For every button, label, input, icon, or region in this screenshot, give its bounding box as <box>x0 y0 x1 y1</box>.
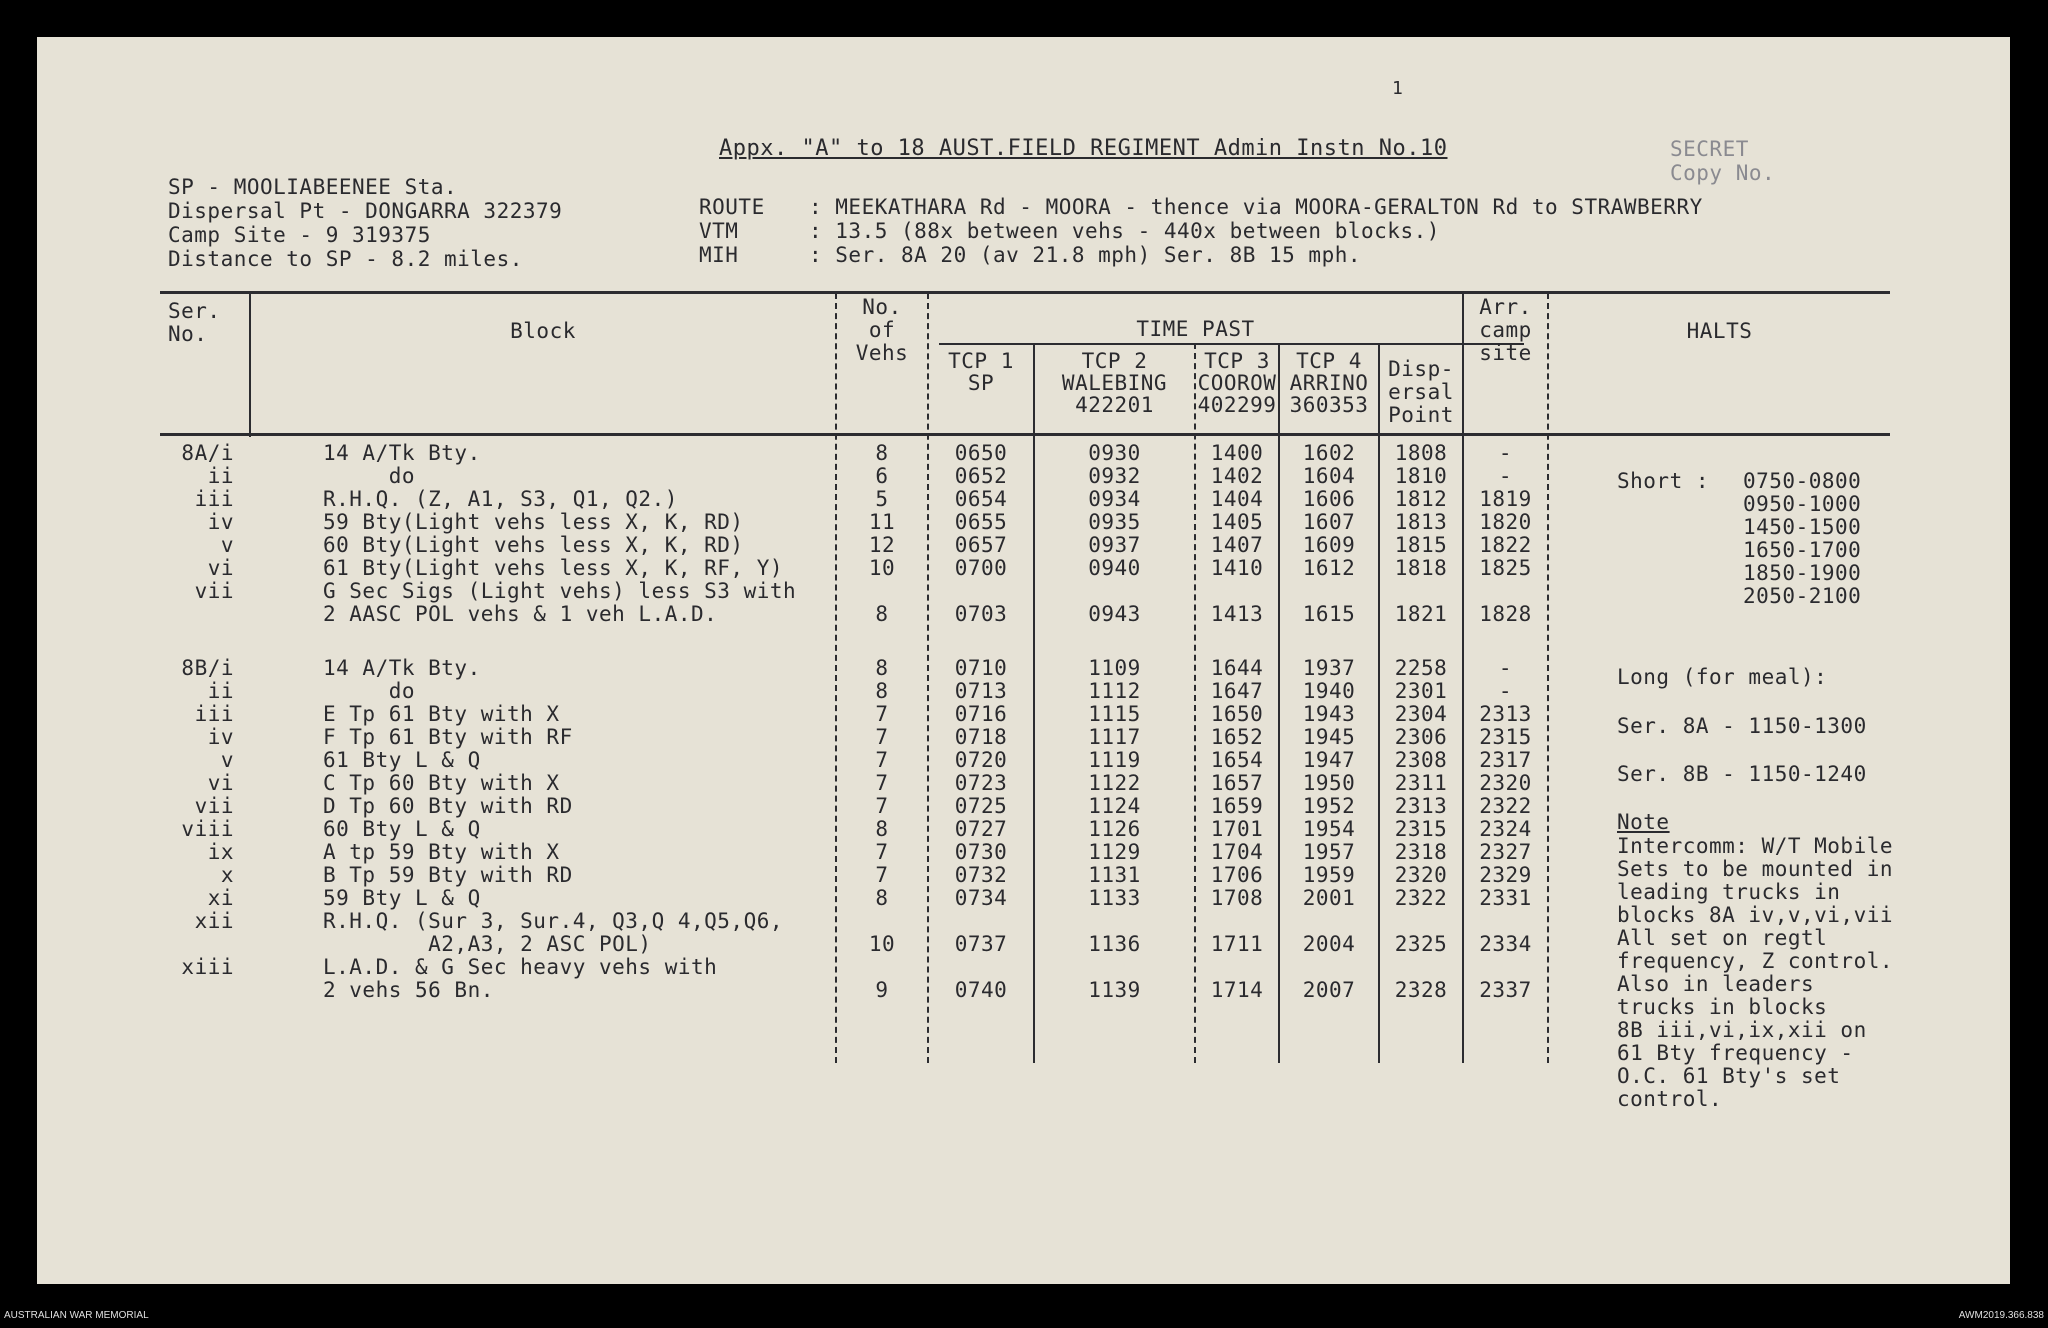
note-line: Sets to be mounted in <box>1617 857 1894 881</box>
cell-tcp4: 2001 <box>1302 886 1356 910</box>
cell-ser: vi <box>207 771 234 795</box>
cell-tcp4: 1945 <box>1302 725 1356 749</box>
cell-disp: 2325 <box>1394 932 1448 956</box>
cell-tcp2: 1129 <box>1088 840 1141 864</box>
cell-ser: v <box>220 748 234 772</box>
cell-disp: 2301 <box>1394 679 1448 703</box>
cell-ser: iv <box>207 725 234 749</box>
cell-disp: 2313 <box>1394 794 1448 818</box>
cell-arr: 1828 <box>1479 602 1532 626</box>
cell-block: R.H.Q. (Sur 3, Sur.4, Q3,Q 4,Q5,Q6, <box>323 909 784 933</box>
cell-tcp3: 1704 <box>1210 840 1264 864</box>
cell-tcp1: 0734 <box>954 886 1008 910</box>
cell-tcp3: 1706 <box>1210 863 1264 887</box>
long-halt-8b: Ser. 8B - 1150-1240 <box>1617 762 1867 786</box>
cell-disp: 1821 <box>1394 602 1448 626</box>
cell-block: F Tp 61 Bty with RF <box>323 725 573 749</box>
distance-line: Distance to SP - 8.2 miles. <box>168 247 523 271</box>
cell-tcp2: 0937 <box>1088 533 1141 557</box>
header-ser: Ser. <box>168 299 221 323</box>
sp-line: SP - MOOLIABEENEE Sta. <box>168 175 458 199</box>
cell-disp: 1812 <box>1394 487 1448 511</box>
arr-halts-divider <box>1547 293 1549 1063</box>
long-halt-8a: Ser. 8A - 1150-1300 <box>1617 714 1867 738</box>
cell-arr: 1822 <box>1479 533 1532 557</box>
cell-tcp1: 0655 <box>954 510 1008 534</box>
cell-disp: 1810 <box>1394 464 1448 488</box>
camp-site-line: Camp Site - 9 319375 <box>168 223 431 247</box>
cell-tcp2: 0940 <box>1088 556 1141 580</box>
cell-vehs: 7 <box>875 771 889 795</box>
cell-arr: - <box>1498 656 1513 680</box>
header-disp-3: Point <box>1388 403 1454 427</box>
cell-tcp2: 1122 <box>1088 771 1141 795</box>
cell-block: do <box>323 464 416 488</box>
note-line: O.C. 61 Bty's set <box>1617 1064 1841 1088</box>
header-disp-2: ersal <box>1388 380 1454 404</box>
note-line: blocks 8A iv,v,vi,vii <box>1617 903 1894 927</box>
cell-arr: 2320 <box>1479 771 1532 795</box>
dispersal-line: Dispersal Pt - DONGARRA 322379 <box>168 199 563 223</box>
header-tcp2-1: TCP 2 <box>1081 349 1148 373</box>
cell-block: A2,A3, 2 ASC POL) <box>323 932 652 956</box>
mih-text: : Ser. 8A 20 (av 21.8 mph) Ser. 8B 15 mph. <box>809 243 1362 267</box>
cell-tcp3: 1711 <box>1210 932 1264 956</box>
cell-ser: vi <box>207 556 234 580</box>
cell-block: 60 Bty(Light vehs less X, K, RD) <box>323 533 744 557</box>
cell-block: E Tp 61 Bty with X <box>323 702 560 726</box>
route-label: ROUTE <box>699 195 765 219</box>
header-arr-3: site <box>1479 341 1532 365</box>
cell-tcp3: 1652 <box>1210 725 1264 749</box>
cell-tcp3: 1402 <box>1210 464 1264 488</box>
cell-vehs: 11 <box>868 510 896 534</box>
cell-vehs: 6 <box>875 464 889 488</box>
cell-disp: 1818 <box>1394 556 1448 580</box>
cell-disp: 1808 <box>1394 441 1448 465</box>
cell-vehs: 8 <box>875 886 889 910</box>
cell-ser: v <box>220 533 234 557</box>
short-halt-4: 1650-1700 <box>1743 538 1862 562</box>
cell-tcp3: 1407 <box>1210 533 1264 557</box>
cell-tcp1: 0700 <box>954 556 1008 580</box>
cell-tcp2: 0935 <box>1088 510 1141 534</box>
cell-vehs: 7 <box>875 748 889 772</box>
cell-tcp2: 1136 <box>1088 932 1141 956</box>
cell-tcp3: 1714 <box>1210 978 1264 1002</box>
cell-block: 2 vehs 56 Bn. <box>323 978 494 1002</box>
cell-tcp2: 1115 <box>1088 702 1141 726</box>
cell-tcp1: 0720 <box>954 748 1008 772</box>
cell-block: G Sec Sigs (Light vehs) less S3 with <box>323 579 797 603</box>
cell-tcp3: 1647 <box>1210 679 1264 703</box>
header-tcp1-1: TCP 1 <box>948 349 1014 373</box>
cell-arr: - <box>1498 679 1513 703</box>
cell-arr: 2334 <box>1479 932 1532 956</box>
cell-tcp2: 0943 <box>1088 602 1141 626</box>
cell-block: 59 Bty(Light vehs less X, K, RD) <box>323 510 744 534</box>
cell-tcp2: 0934 <box>1088 487 1141 511</box>
header-vehs-1: No. <box>862 295 902 319</box>
cell-vehs: 7 <box>875 794 889 818</box>
cell-disp: 2322 <box>1394 886 1448 910</box>
cell-vehs: 8 <box>875 679 889 703</box>
cell-arr: 1819 <box>1479 487 1532 511</box>
cell-tcp1: 0727 <box>954 817 1008 841</box>
cell-tcp4: 1959 <box>1302 863 1356 887</box>
header-bottom-rule <box>160 433 1890 436</box>
cell-arr: 1820 <box>1479 510 1532 534</box>
cell-tcp1: 0650 <box>954 441 1008 465</box>
cell-ser: iii <box>194 702 234 726</box>
note-line: leading trucks in <box>1617 880 1841 904</box>
header-tcp3-3: 402299 <box>1197 393 1277 417</box>
time-past-rule <box>939 343 1524 345</box>
header-halts: HALTS <box>1686 319 1753 343</box>
cell-arr: - <box>1498 464 1513 488</box>
note-line: Intercomm: W/T Mobile <box>1617 834 1894 858</box>
vtm-label: VTM <box>699 219 739 243</box>
cell-ser: ii <box>207 464 234 488</box>
cell-disp: 2318 <box>1394 840 1448 864</box>
cell-block: do <box>323 679 416 703</box>
header-tcp4-1: TCP 4 <box>1296 349 1362 373</box>
cell-vehs: 7 <box>875 840 889 864</box>
cell-tcp4: 1602 <box>1302 441 1356 465</box>
cell-block: 14 A/Tk Bty. <box>323 656 481 680</box>
cell-tcp2: 1109 <box>1088 656 1141 680</box>
cell-disp: 2311 <box>1394 771 1448 795</box>
cell-vehs: 7 <box>875 725 889 749</box>
cell-tcp4: 1604 <box>1302 464 1356 488</box>
cell-tcp1: 0732 <box>954 863 1008 887</box>
cell-ser: iv <box>207 510 234 534</box>
cell-tcp2: 1131 <box>1088 863 1141 887</box>
cell-tcp4: 1947 <box>1302 748 1356 772</box>
cell-tcp1: 0730 <box>954 840 1008 864</box>
header-arr-1: Arr. <box>1479 295 1532 319</box>
header-time-past: TIME PAST <box>1136 317 1255 341</box>
header-tcp1-2: SP <box>967 371 995 395</box>
cell-tcp2: 1124 <box>1088 794 1141 818</box>
cell-tcp2: 0932 <box>1088 464 1141 488</box>
cell-ser: 8B/i <box>181 656 234 680</box>
cell-block: 60 Bty L & Q <box>323 817 481 841</box>
header-tcp3-1: TCP 3 <box>1204 349 1270 373</box>
cell-arr: 2317 <box>1479 748 1532 772</box>
cell-block: 59 Bty L & Q <box>323 886 481 910</box>
cell-disp: 2320 <box>1394 863 1448 887</box>
cell-tcp2: 1117 <box>1088 725 1141 749</box>
cell-arr: 1825 <box>1479 556 1532 580</box>
cell-arr: 2329 <box>1479 863 1532 887</box>
note-line: All set on regtl <box>1617 926 1828 950</box>
cell-tcp1: 0737 <box>954 932 1008 956</box>
cell-vehs: 10 <box>868 932 896 956</box>
cell-disp: 2304 <box>1394 702 1448 726</box>
cell-tcp4: 1954 <box>1302 817 1356 841</box>
cell-tcp4: 1606 <box>1302 487 1356 511</box>
cell-block: A tp 59 Bty with X <box>323 840 560 864</box>
cell-tcp1: 0718 <box>954 725 1008 749</box>
cell-ser: xi <box>207 886 234 910</box>
cell-vehs: 8 <box>875 817 889 841</box>
header-vehs-3: Vehs <box>855 341 909 365</box>
long-halts-label: Long (for meal): <box>1617 665 1828 689</box>
cell-disp: 2315 <box>1394 817 1448 841</box>
cell-tcp1: 0657 <box>954 533 1008 557</box>
cell-block: L.A.D. & G Sec heavy vehs with <box>323 955 718 979</box>
cell-ser: ix <box>207 840 234 864</box>
cell-vehs: 10 <box>868 556 896 580</box>
cell-vehs: 5 <box>875 487 889 511</box>
cell-tcp2: 1112 <box>1088 679 1141 703</box>
route-text: : MEEKATHARA Rd - MOORA - thence via MOORA-GERALTON Rd to STRAWBERRY <box>809 195 1703 219</box>
cell-tcp3: 1413 <box>1210 602 1264 626</box>
cell-tcp1: 0716 <box>954 702 1008 726</box>
cell-tcp4: 1615 <box>1302 602 1356 626</box>
short-halt-1: 0750-0800 <box>1743 469 1862 493</box>
cell-tcp4: 1607 <box>1302 510 1356 534</box>
cell-block: 14 A/Tk Bty. <box>323 441 481 465</box>
mih-label: MIH <box>699 243 739 267</box>
cell-ser: ii <box>207 679 234 703</box>
document-title: Appx. "A" to 18 AUST.FIELD REGIMENT Admin Instn No.10 <box>719 136 1448 161</box>
cell-disp: 2308 <box>1394 748 1448 772</box>
short-halt-2: 0950-1000 <box>1743 492 1862 516</box>
cell-vehs: 8 <box>875 602 889 626</box>
cell-tcp4: 1940 <box>1302 679 1356 703</box>
note-line: 61 Bty frequency - <box>1617 1041 1854 1065</box>
secret-stamp: SECRET <box>1670 137 1749 161</box>
cell-vehs: 7 <box>875 863 889 887</box>
cell-tcp4: 2004 <box>1302 932 1356 956</box>
cell-disp: 2328 <box>1394 978 1448 1002</box>
cell-tcp1: 0713 <box>954 679 1008 703</box>
header-arr-2: camp <box>1479 318 1532 342</box>
cell-block: 2 AASC POL vehs & 1 veh L.A.D. <box>323 602 718 626</box>
note-label: Note <box>1617 810 1670 834</box>
header-vehs-2: of <box>868 318 896 342</box>
cell-ser: vii <box>194 579 234 603</box>
footer-accession: AWM2019.366.838 <box>1958 1310 2044 1321</box>
cell-arr: 2324 <box>1479 817 1532 841</box>
cell-arr: 2315 <box>1479 725 1532 749</box>
cell-arr: - <box>1498 441 1513 465</box>
cell-tcp4: 1937 <box>1302 656 1356 680</box>
vtm-text: : 13.5 (88x between vehs - 440x between blocks.) <box>809 219 1440 243</box>
cell-tcp1: 0740 <box>954 978 1008 1002</box>
cell-disp: 1813 <box>1394 510 1448 534</box>
cell-block: R.H.Q. (Z, A1, S3, Q1, Q2.) <box>323 487 678 511</box>
cell-tcp4: 1952 <box>1302 794 1356 818</box>
cell-vehs: 12 <box>868 533 896 557</box>
cell-vehs: 8 <box>875 656 889 680</box>
cell-tcp4: 1943 <box>1302 702 1356 726</box>
header-tcp4-2: ARRINO <box>1289 371 1369 395</box>
cell-arr: 2331 <box>1479 886 1532 910</box>
table-top-rule <box>160 291 1890 294</box>
note-line: trucks in blocks <box>1617 995 1828 1019</box>
cell-tcp4: 2007 <box>1302 978 1356 1002</box>
header-tcp4-3: 360353 <box>1289 393 1369 417</box>
cell-ser: xiii <box>181 955 234 979</box>
cell-disp: 2258 <box>1394 656 1448 680</box>
cell-tcp3: 1650 <box>1210 702 1264 726</box>
cell-tcp1: 0710 <box>954 656 1008 680</box>
note-line: 8B iii,vi,ix,xii on <box>1617 1018 1867 1042</box>
cell-arr: 2327 <box>1479 840 1532 864</box>
short-halts-label: Short : <box>1617 469 1710 493</box>
cell-tcp2: 1126 <box>1088 817 1141 841</box>
note-line: Also in leaders <box>1617 972 1815 996</box>
short-halt-6: 2050-2100 <box>1743 584 1862 608</box>
cell-tcp1: 0652 <box>954 464 1008 488</box>
cell-ser: xii <box>194 909 234 933</box>
header-tcp3-2: COOROW <box>1197 371 1277 395</box>
page-mark: 1 <box>1392 78 1404 99</box>
cell-ser: viii <box>181 817 234 841</box>
header-no: No. <box>168 322 208 346</box>
ser-block-divider <box>249 293 251 437</box>
cell-tcp2: 1133 <box>1088 886 1141 910</box>
short-halt-5: 1850-1900 <box>1743 561 1862 585</box>
cell-tcp4: 1950 <box>1302 771 1356 795</box>
cell-arr: 2313 <box>1479 702 1532 726</box>
cell-tcp4: 1609 <box>1302 533 1356 557</box>
cell-tcp1: 0703 <box>954 602 1008 626</box>
cell-tcp3: 1654 <box>1210 748 1264 772</box>
cell-tcp3: 1659 <box>1210 794 1264 818</box>
cell-disp: 2306 <box>1394 725 1448 749</box>
cell-tcp3: 1708 <box>1210 886 1264 910</box>
header-block: Block <box>510 319 576 343</box>
cell-tcp3: 1404 <box>1210 487 1264 511</box>
cell-tcp4: 1612 <box>1302 556 1356 580</box>
cell-tcp2: 1119 <box>1088 748 1141 772</box>
cell-ser: vii <box>194 794 234 818</box>
cell-tcp3: 1701 <box>1210 817 1264 841</box>
cell-tcp2: 0930 <box>1088 441 1141 465</box>
document-page <box>37 37 2010 1284</box>
cell-tcp1: 0723 <box>954 771 1008 795</box>
cell-block: D Tp 60 Bty with RD <box>323 794 573 818</box>
note-line: control. <box>1617 1087 1723 1111</box>
cell-tcp3: 1400 <box>1210 441 1264 465</box>
cell-block: C Tp 60 Bty with X <box>323 771 560 795</box>
cell-tcp3: 1657 <box>1210 771 1264 795</box>
cell-tcp3: 1405 <box>1210 510 1264 534</box>
footer-credit: AUSTRALIAN WAR MEMORIAL <box>4 1310 149 1321</box>
cell-vehs: 8 <box>875 441 889 465</box>
cell-ser: 8A/i <box>181 441 234 465</box>
cell-block: 61 Bty(Light vehs less X, K, RF, Y) <box>323 556 784 580</box>
cell-tcp3: 1410 <box>1210 556 1264 580</box>
cell-tcp1: 0725 <box>954 794 1008 818</box>
cell-block: 61 Bty L & Q <box>323 748 481 772</box>
cell-block: B Tp 59 Bty with RD <box>323 863 573 887</box>
copy-number: Copy No. <box>1670 161 1776 185</box>
header-disp-1: Disp- <box>1388 357 1454 381</box>
cell-vehs: 7 <box>875 702 889 726</box>
cell-tcp2: 1139 <box>1088 978 1141 1002</box>
cell-disp: 1815 <box>1394 533 1448 557</box>
header-tcp2-3: 422201 <box>1075 393 1154 417</box>
header-tcp2-2: WALEBING <box>1061 371 1168 395</box>
short-halt-3: 1450-1500 <box>1743 515 1862 539</box>
cell-vehs: 9 <box>875 978 889 1002</box>
cell-tcp3: 1644 <box>1210 656 1264 680</box>
cell-ser: x <box>220 863 234 887</box>
cell-tcp4: 1957 <box>1302 840 1356 864</box>
cell-arr: 2337 <box>1479 978 1532 1002</box>
note-line: frequency, Z control. <box>1617 949 1894 973</box>
cell-ser: iii <box>194 487 234 511</box>
cell-tcp1: 0654 <box>954 487 1008 511</box>
cell-arr: 2322 <box>1479 794 1532 818</box>
